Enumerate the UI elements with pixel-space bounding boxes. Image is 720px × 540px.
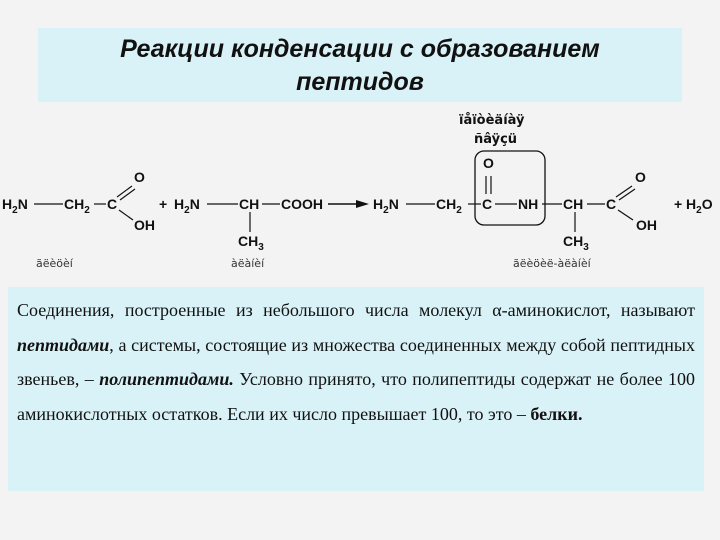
double-bond-line	[616, 186, 632, 197]
product-nh: NH	[518, 196, 539, 212]
alanine-h2n: $H_2N$	[174, 196, 200, 216]
alanine-caption: àëàíèí	[231, 257, 265, 270]
glycine-caption: ãëèöèí	[36, 257, 73, 270]
product-o1: O	[483, 155, 494, 171]
product-c2: C	[606, 196, 617, 212]
glycine-h2n: $H_2N$	[2, 196, 28, 216]
product-ch2: $CH_2$	[436, 196, 462, 216]
glycine-oh: OH	[134, 217, 155, 233]
title-line-1: Реакции конденсации с образованием	[120, 35, 600, 63]
title-panel	[38, 28, 682, 102]
reaction-scheme	[0, 105, 720, 280]
arrow-head	[356, 200, 369, 208]
product-ch: CH	[563, 196, 584, 212]
product-c1: C	[482, 196, 493, 212]
product-ch3: $CH_3$	[563, 233, 589, 253]
water: $H_2O$	[686, 196, 713, 216]
double-bond-line	[619, 189, 635, 200]
product-caption: ãëèöèë-àëàíèí	[513, 257, 591, 270]
paragraph-part-1: Соединения, построенные из небольшого числа молекул α-аминокислот, называют	[17, 300, 695, 320]
glycine-o: O	[134, 169, 145, 185]
term-proteins: белки.	[530, 403, 583, 424]
plus-sign-2: +	[674, 196, 683, 212]
definition-panel	[8, 287, 704, 491]
paragraph-part-3: Условно принято, что полипептиды содержат не более 100 аминокислотных остатков. Если их число превышает 100, то это –	[17, 369, 696, 424]
plus-sign: +	[159, 196, 168, 212]
product-o2: O	[635, 169, 646, 185]
paragraph-part-2: , а системы, состоящие из множества соединенных между собой пептидных звеньев, –	[17, 334, 695, 389]
bond-line	[119, 210, 133, 220]
title-line-2: пептидов	[296, 68, 424, 96]
glycine-c: C	[107, 196, 118, 212]
double-bond-line	[117, 186, 132, 197]
double-bond-line	[120, 189, 135, 200]
product-oh: OH	[636, 217, 657, 233]
product-h2n: $H_2N$	[373, 196, 399, 216]
peptide-bond-label-1: ïåïòèäíàÿ	[459, 113, 525, 128]
peptide-bond-label-2: ñâÿçü	[474, 132, 518, 147]
alanine-ch: CH	[239, 196, 260, 212]
term-peptides: пептидами	[17, 334, 110, 355]
glycine-ch2: $CH_2$	[64, 196, 90, 216]
term-polypeptides: полипептидами.	[99, 369, 234, 389]
alanine-cooh: COOH	[281, 196, 323, 212]
definition-paragraph	[17, 293, 695, 431]
bond-line	[618, 210, 633, 220]
alanine-ch3: $CH_3$	[238, 233, 264, 253]
